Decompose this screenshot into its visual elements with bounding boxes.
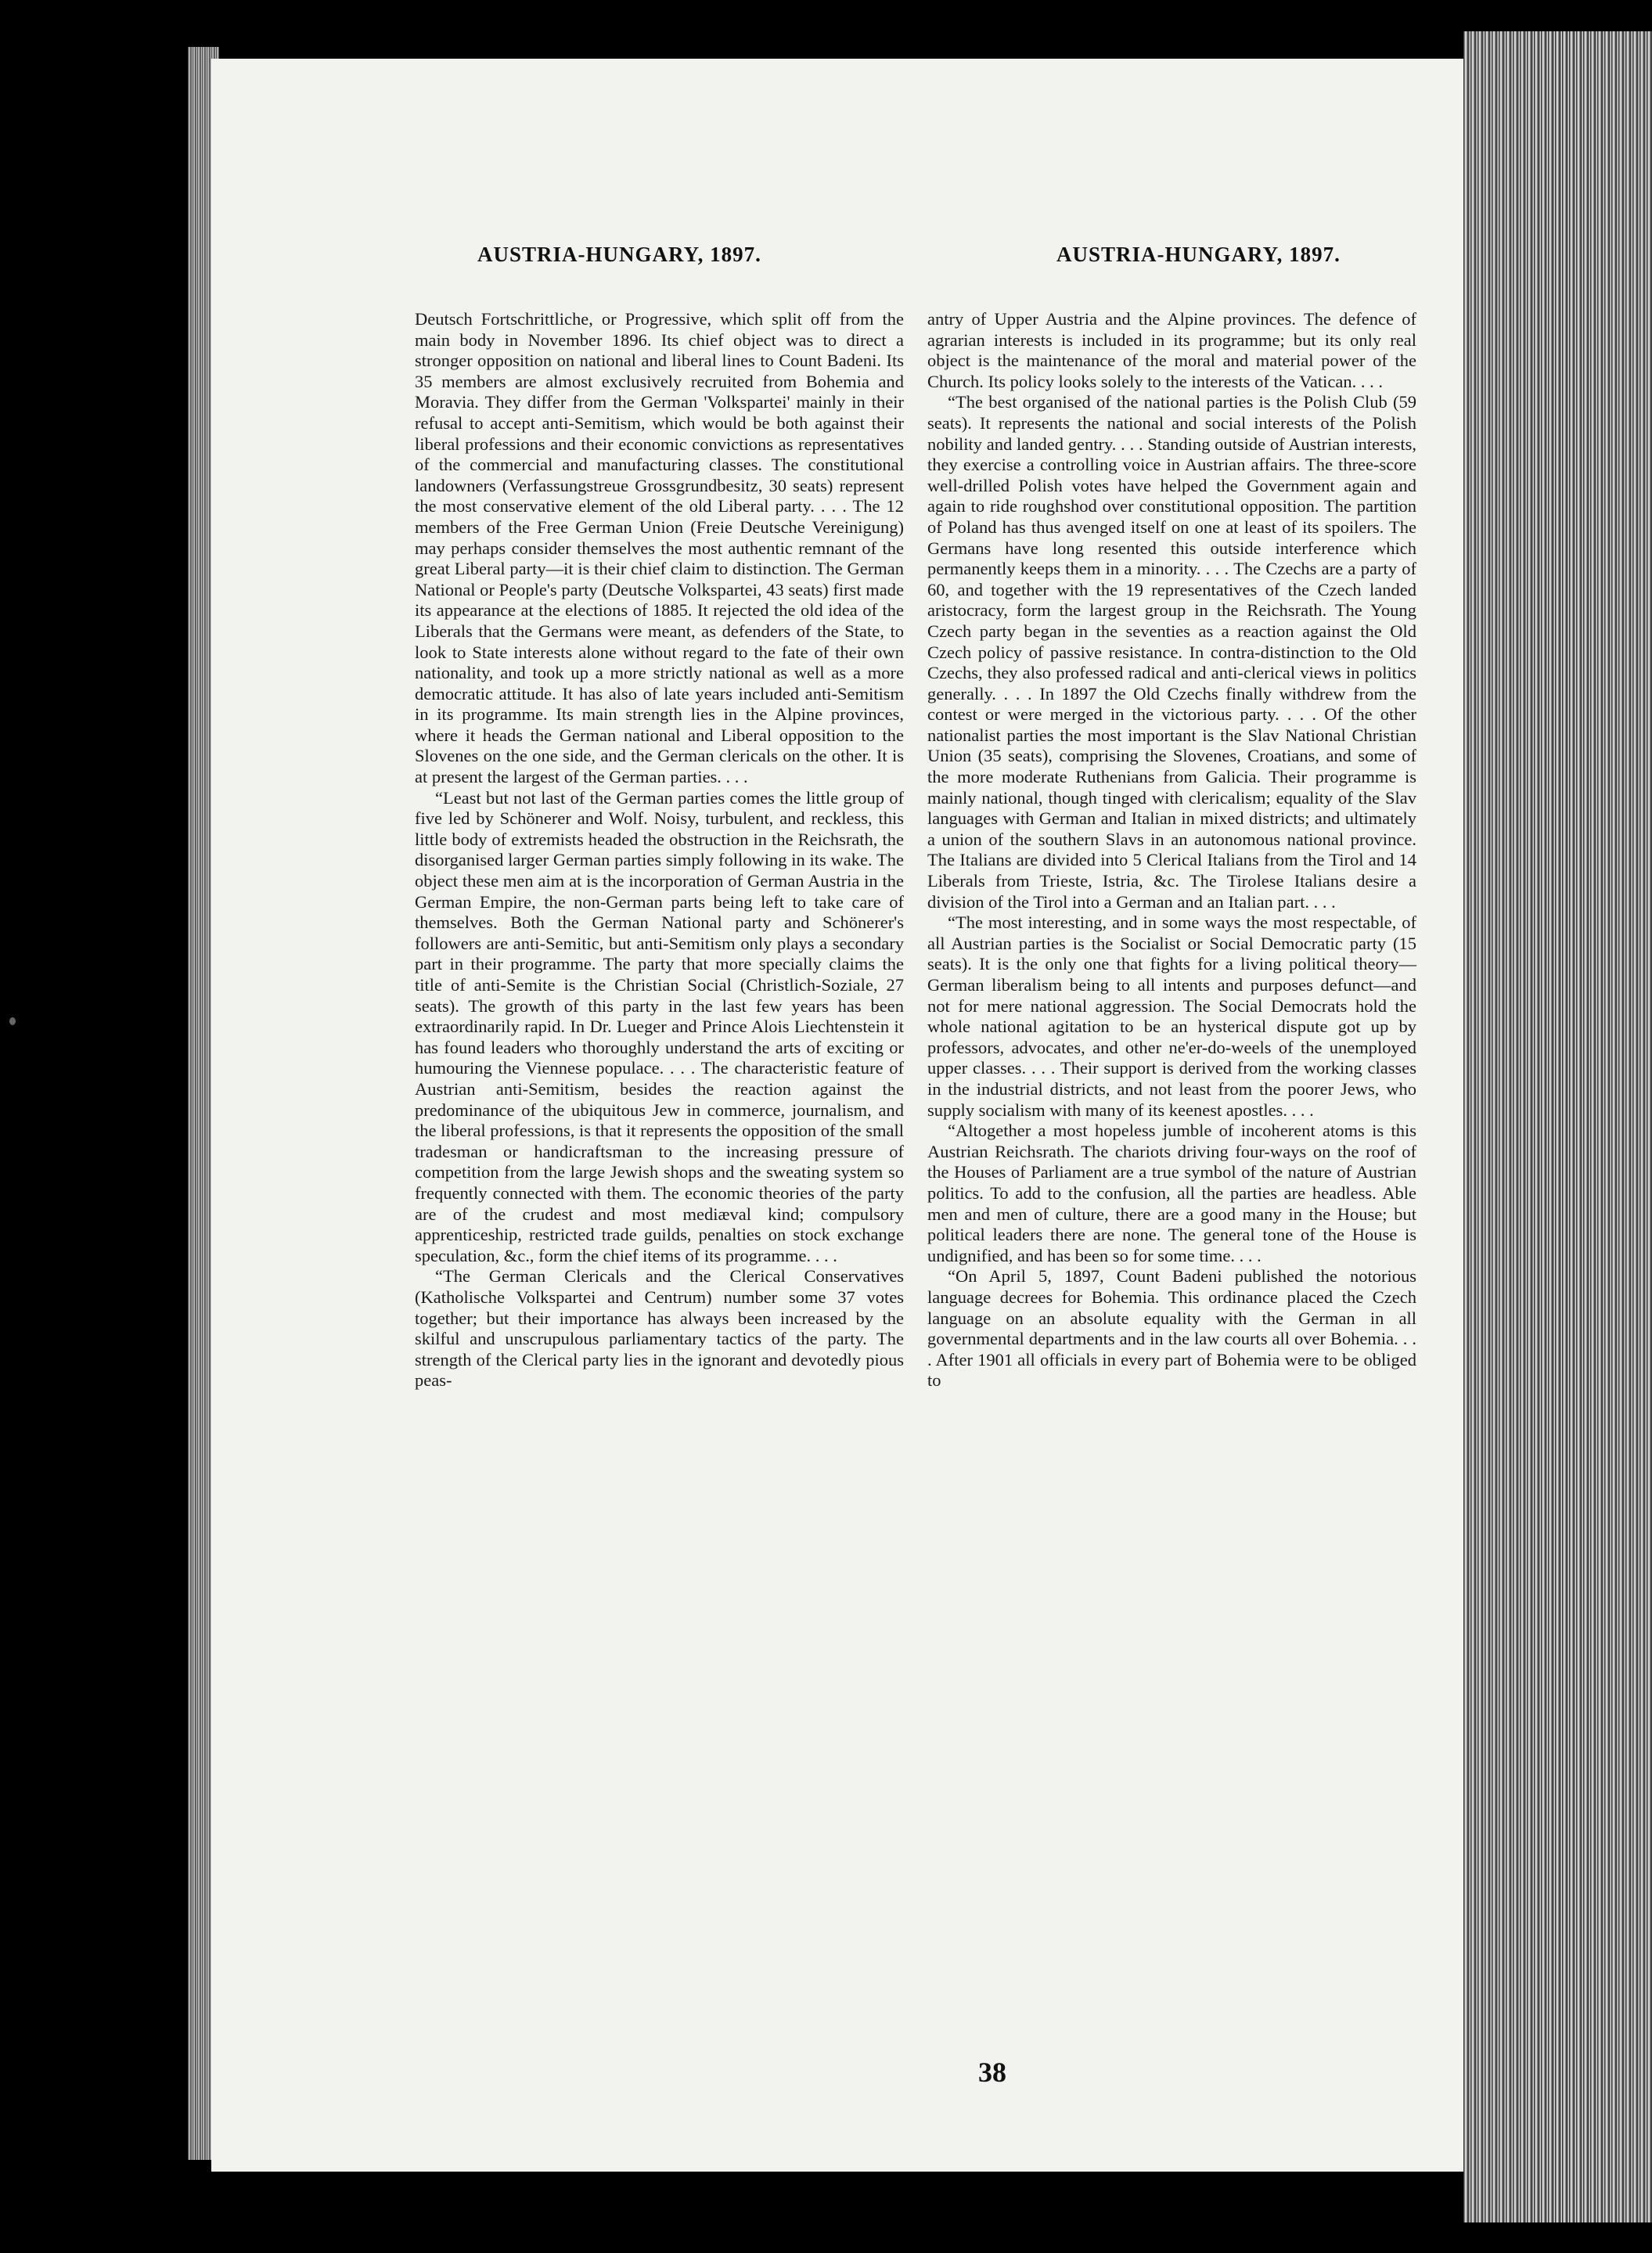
paragraph: “On April 5, 1897, Count Badeni published the notorious language decrees for Bohemia. This ordinance placed the Czech language on an absolute equality with the German in all governmental departments and in the law courts all over Bohemia. . . . After 1901 all officials in every part of Bohemia were to be obliged to	[927, 1266, 1416, 1391]
page-stack-edge	[1463, 31, 1652, 2222]
scan-speck	[9, 1017, 16, 1025]
paragraph: “The most interesting, and in some ways the most respectable, of all Austrian parties is the Socialist or Social Democratic party (15 seats). It is the only one that fights for a living political theory—German liberalism being to all intents and purposes defunct—and not for mere national aggression. The Social Democrats hold the whole national agitation to be an hysterical dispute got up by professors, advocates, and other ne'er-do-weels of the unemployed upper classes. . . . Their support is derived from the working classes in the industrial districts, and not least from the poorer Jews, who supply socialism with many of its keenest apostles. . . .	[927, 912, 1416, 1120]
paragraph: antry of Upper Austria and the Alpine provinces. The defence of agrarian interests is included in its programme; but its only real object is the maintenance of the moral and material power of the Church. Its policy looks solely to the interests of the Vatican. . . .	[927, 309, 1416, 391]
page-content	[415, 243, 1416, 2082]
page-number: 38	[978, 2057, 1006, 2088]
paragraph: “Least but not last of the German parties comes the little group of five led by Schönerer and Wolf. Noisy, turbulent, and reckless, this little body of extremists headed the obstruction in the Reichsrath, the disorganised larger German parties simply following in its wake. The object these men aim at is the incorporation of German Austria in the German Empire, the non-German parts being left to take care of themselves. Both the German National party and Schönerer's followers are anti-Semitic, but anti-Semitism only plays a secondary part in their programme. The party that more specially claims the title of anti-Semite is the Christian Social (Christlich-Soziale, 27 seats). The growth of this party in the last few years has been extraordinarily rapid. In Dr. Lueger and Prince Alois Liechtenstein it has found leaders who thoroughly understand the arts of exciting or humouring the Viennese populace. . . . The characteristic feature of Austrian anti-Semitism, besides the reaction against the predominance of the ubiquitous Jew in commerce, journalism, and the liberal professions, is that it represents the opposition of the small tradesman or handicraftsman to the increasing pressure of competition from the large Jewish shops and the sweating system so frequently connected with them. The economic theories of the party are of the crudest and most mediæval kind; compulsory apprenticeship, restricted trade guilds, penalties on stock exchange speculation, &c., form the chief items of its programme. . . .	[415, 787, 904, 1265]
left-column	[415, 309, 904, 1391]
running-head-right: AUSTRIA-HUNGARY, 1897.	[1056, 243, 1341, 266]
paragraph: “The German Clericals and the Clerical Conservatives (Katholische Volkspartei and Centrum) number some 37 votes together; but their importance has always been increased by the skilful and unscrupulous parliamentary tactics of the party. The strength of the Clerical party lies in the ignorant and devotedly pious peas-	[415, 1266, 904, 1391]
paragraph: “The best organised of the national parties is the Polish Club (59 seats). It represents the national and social interests of the Polish nobility and landed gentry. . . . Standing outside of Austrian interests, they exercise a controlling voice in Austrian affairs. The three-score well-drilled Polish votes have helped the Government again and again to ride roughshod over constitutional opposition. The partition of Poland has thus avenged itself on one at least of its spoilers. The Germans have long resented this outside interference which permanently keeps them in a minority. . . . The Czechs are a party of 60, and together with the 19 representatives of the Czech landed aristocracy, form the largest group in the Reichsrath. The Young Czech party began in the seventies as a reaction against the Old Czech policy of passive resistance. In contra-distinction to the Old Czechs, they also professed radical and anti-clerical views in politics generally. . . . In 1897 the Old Czechs finally withdrew from the contest or were merged in the victorious party. . . . Of the other nationalist parties the most important is the Slav National Christian Union (35 seats), comprising the Slovenes, Croatians, and some of the more moderate Ruthenians from Galicia. Their programme is mainly national, though tinged with clericalism; equality of the Slav languages with German and Italian in mixed districts; and ultimately a union of the southern Slavs in an autonomous national province. The Italians are divided into 5 Clerical Italians from the Tirol and 14 Liberals from Trieste, Istria, &c. The Tirolese Italians desire a division of the Tirol into a German and an Italian part. . . .	[927, 392, 1416, 912]
paragraph: “Altogether a most hopeless jumble of incoherent atoms is this Austrian Reichsrath. The chariots driving four-ways on the roof of the Houses of Parliament are a true symbol of the nature of Austrian politics. To add to the confusion, all the parties are headless. Able men and men of culture, there are a good many in the House; but political leaders there are none. The general tone of the House is undignified, and has been so for some time. . . .	[927, 1121, 1416, 1265]
paragraph: Deutsch Fortschrittliche, or Progressive, which split off from the main body in November 1896. Its chief object was to direct a stronger opposition on national and liberal lines to Count Badeni. Its 35 members are almost exclusively recruited from Bohemia and Moravia. They differ from the German 'Volkspartei' mainly in their refusal to accept anti-Semitism, which would be both against their liberal professions and their economic convictions as representatives of the commercial and manufacturing classes. The constitutional landowners (Verfassungstreue Grossgrundbesitz, 30 seats) represent the most conservative element of the old Liberal party. . . . The 12 members of the Free German Union (Freie Deutsche Vereinigung) may perhaps consider themselves the most authentic remnant of the great Liberal party—it is their chief claim to distinction. The German National or People's party (Deutsche Volkspartei, 43 seats) first made its appearance at the elections of 1885. It rejected the old idea of the Liberals that the Germans were meant, as defenders of the State, to look to State interests alone without regard to the fate of their own nationality, and took up a more strictly national as well as a more democratic attitude. It has also of late years included anti-Semitism in its programme. Its main strength lies in the Alpine provinces, where it heads the German national and Liberal opposition to the Slovenes on the one side, and the German clericals on the other. It is at present the largest of the German parties. . . .	[415, 309, 904, 787]
right-column	[927, 309, 1416, 1391]
running-head-left: AUSTRIA-HUNGARY, 1897.	[477, 243, 761, 266]
